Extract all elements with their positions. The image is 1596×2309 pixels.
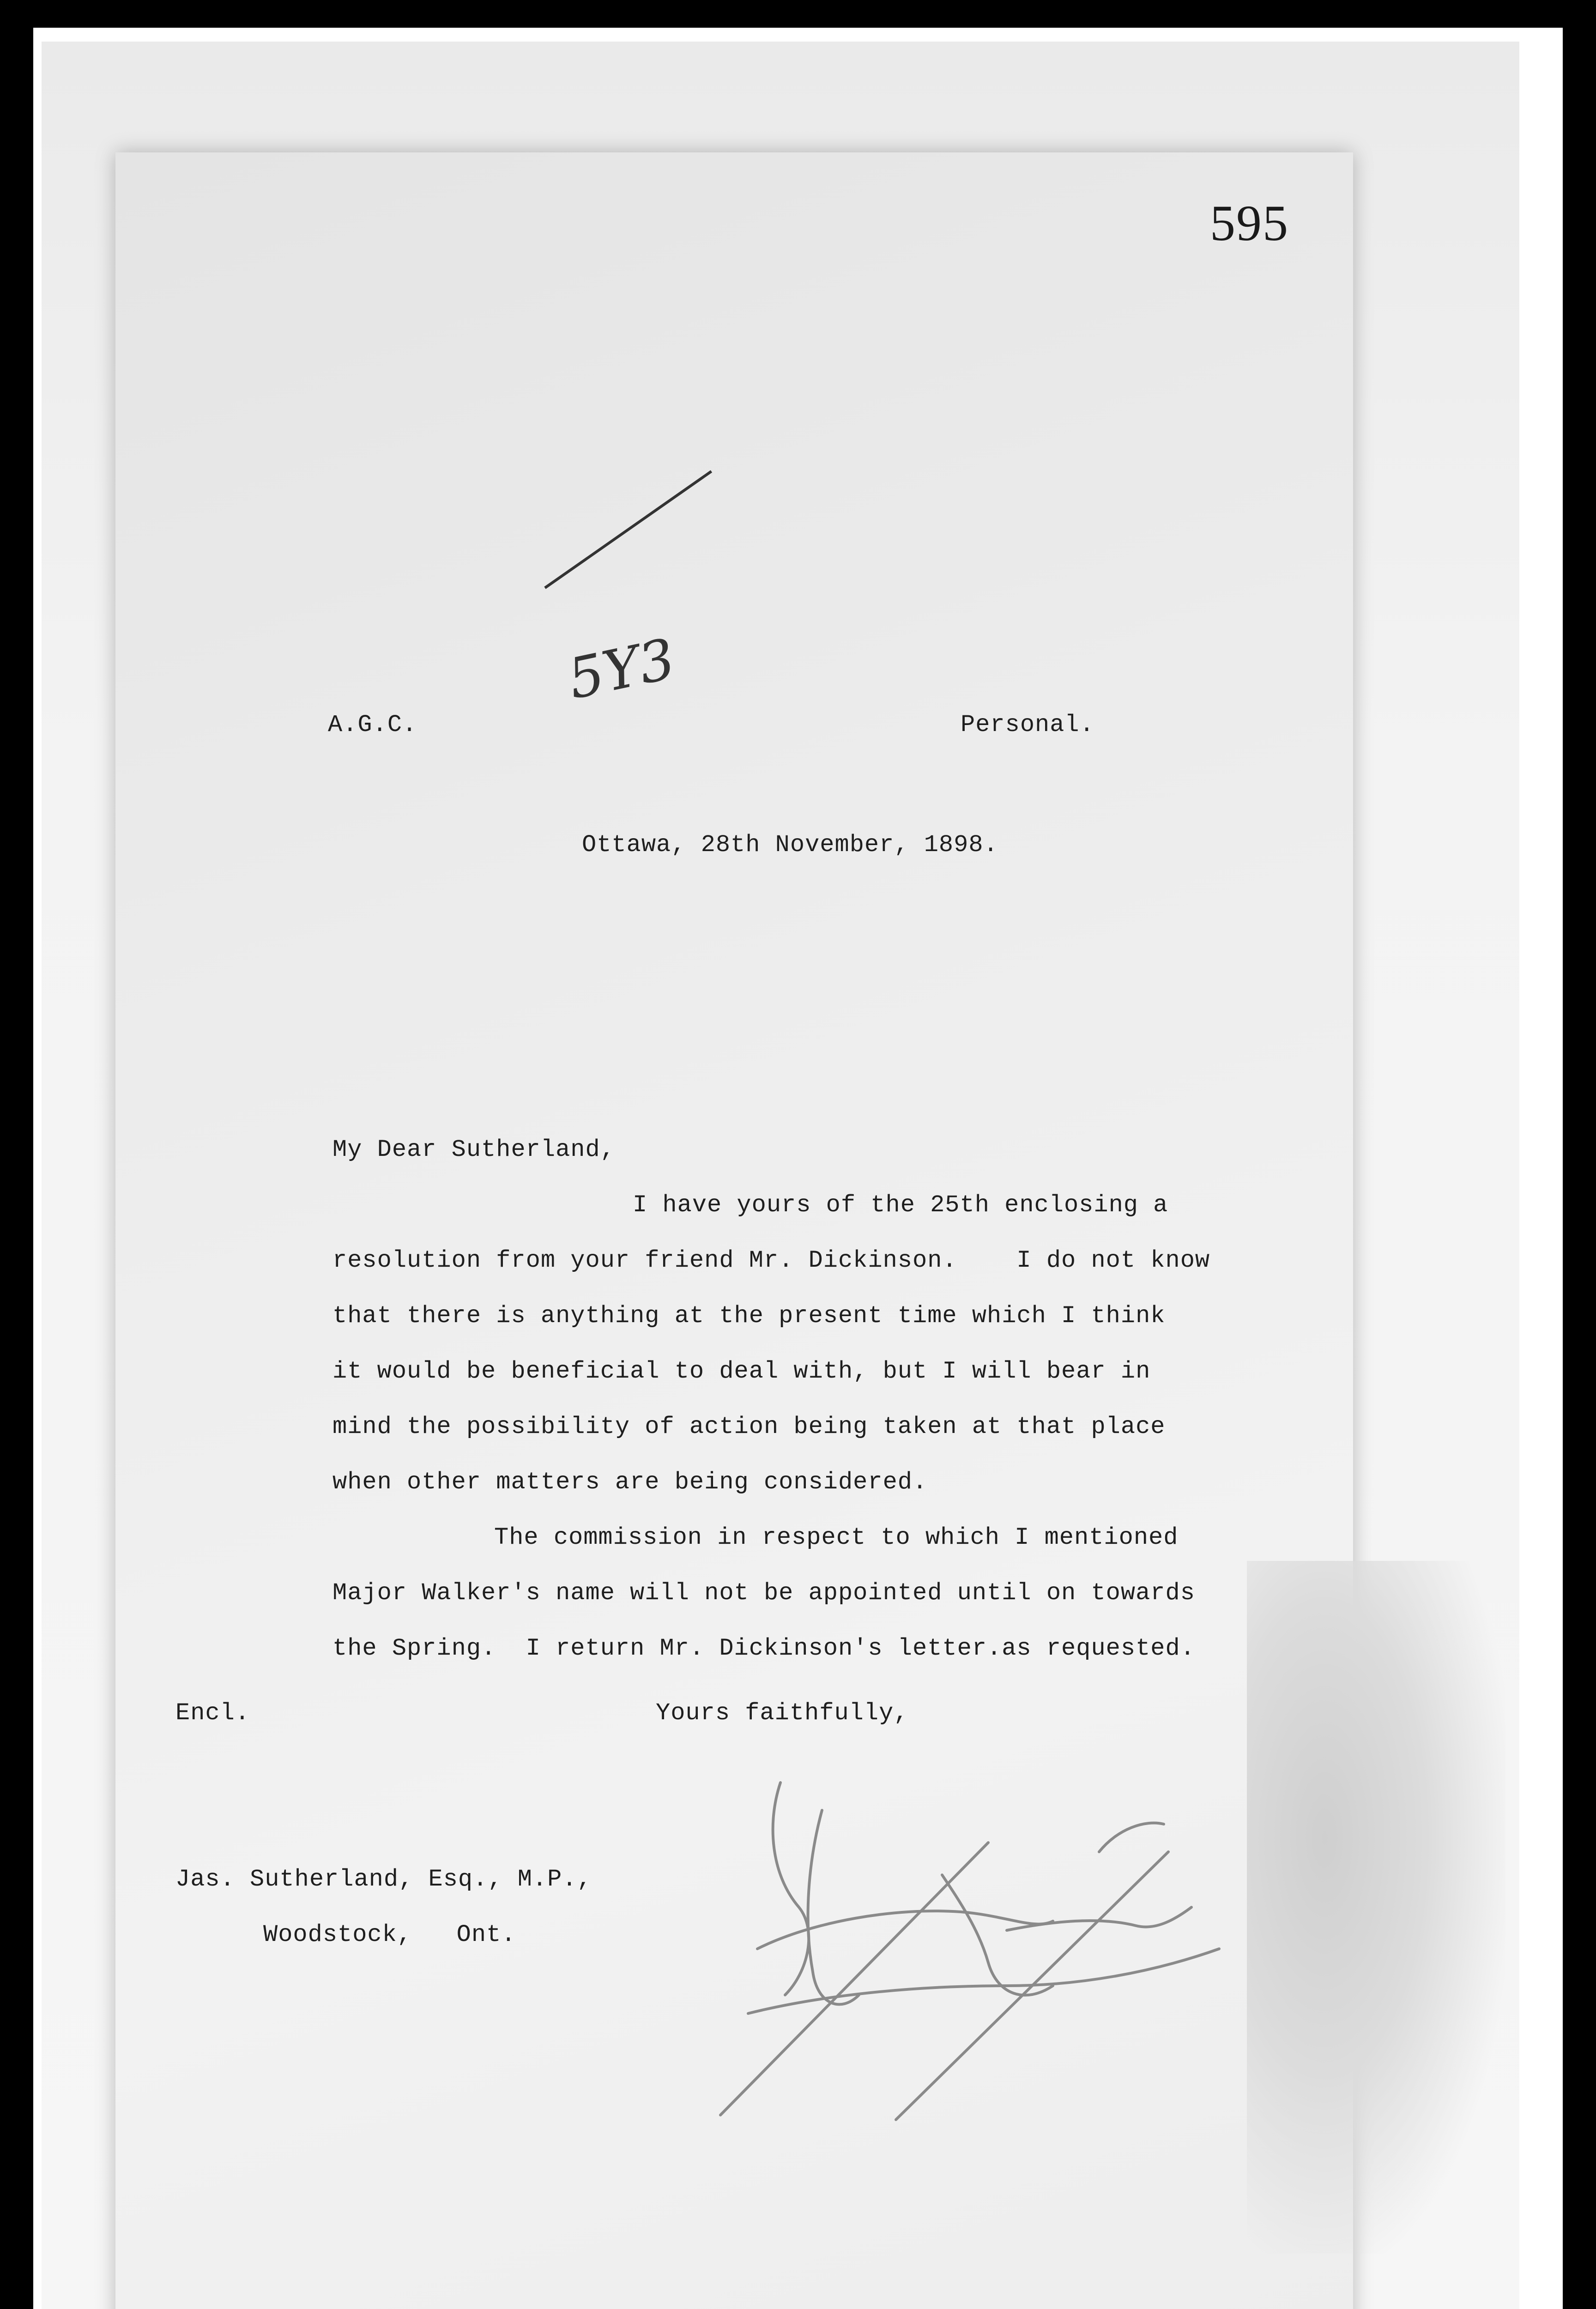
office-code: A.G.C.: [328, 711, 417, 738]
closing: Yours faithfully,: [656, 1699, 909, 1727]
body-line: the Spring. I return Mr. Dickinson's letter.as requested.: [332, 1635, 1195, 1662]
personal-marking: Personal.: [961, 711, 1094, 738]
body-line: that there is anything at the present time which I think: [332, 1302, 1166, 1330]
addressee-place: Woodstock, Ont.: [263, 1921, 516, 1948]
body-line: The commission in respect to which I mentioned: [494, 1524, 1179, 1551]
enclosure-note: Encl.: [175, 1699, 250, 1727]
body-line: mind the possibility of action being taken at that place: [332, 1413, 1166, 1440]
handwritten-folio-number: 5Y3: [562, 627, 681, 712]
body-line: it would be beneficial to deal with, but I will bear in: [332, 1358, 1151, 1385]
body-line: resolution from your friend Mr. Dickinson. I do not know: [332, 1247, 1210, 1274]
body-line: Major Walker's name will not be appointed until on towards: [332, 1579, 1195, 1607]
body-line: when other matters are being considered.: [332, 1469, 928, 1496]
handwritten-signature: [702, 1755, 1302, 2124]
body-line: I have yours of the 25th enclosing a: [633, 1191, 1168, 1219]
place-date: Ottawa, 28th November, 1898.: [582, 831, 998, 858]
page-number: 595: [1210, 195, 1289, 251]
salutation: My Dear Sutherland,: [332, 1136, 615, 1163]
addressee-name: Jas. Sutherland, Esq., M.P.,: [175, 1866, 592, 1893]
